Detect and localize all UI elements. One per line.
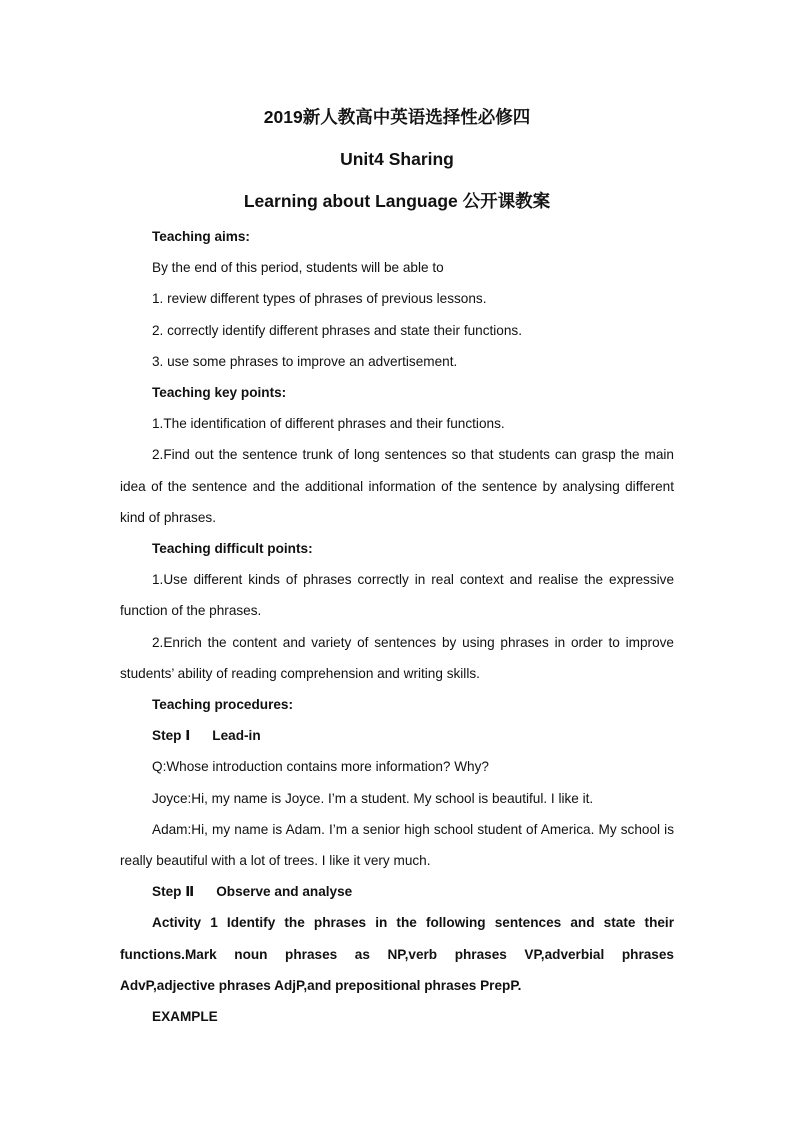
document-title: 2019新人教高中英语选择性必修四 bbox=[263, 107, 531, 127]
step-2-label: Step Ⅱ bbox=[152, 884, 195, 900]
document-content bbox=[120, 104, 674, 1032]
step-2-name: Observe and analyse bbox=[216, 884, 353, 900]
joyce-introduction: Joyce:Hi, my name is Joyce. I’m a student. My school is beautiful. I like it. bbox=[152, 790, 594, 806]
aim-item: 2. correctly identify different phrases and state their functions. bbox=[152, 322, 522, 338]
step-1-label: Step Ⅰ bbox=[152, 728, 191, 744]
activity-1-instruction: Activity 1 Identify the phrases in the following sentences and state their functions.Mark noun phrases as NP,verb phrases VP,adverbial phrases AdvP,adjective phrases AdjP,and prepositional phrases PrepP. bbox=[120, 915, 674, 993]
difficult-point-item: 1.Use different kinds of phrases correctly in real context and realise the expressive function of the phrases. bbox=[120, 572, 674, 619]
aim-item: 1. review different types of phrases of previous lessons. bbox=[152, 291, 487, 307]
unit-title: Unit4 Sharing bbox=[340, 149, 454, 169]
aims-heading: Teaching aims: bbox=[152, 229, 250, 244]
difficult-point-item: 2.Enrich the content and variety of sentences by using phrases in order to improve students’ ability of reading comprehension and writing skills. bbox=[120, 634, 674, 681]
difficult-points-heading: Teaching difficult points: bbox=[152, 541, 313, 557]
adam-introduction: Adam:Hi, my name is Adam. I’m a senior high school student of America. My school is really beautiful with a lot of trees. I like it very much. bbox=[120, 821, 674, 869]
key-point-item: 2.Find out the sentence trunk of long sentences so that students can grasp the main idea of the sentence and the additional information of the sentence by analysing different kind of phrases. bbox=[120, 447, 674, 525]
procedures-heading: Teaching procedures: bbox=[152, 697, 294, 713]
key-points-heading: Teaching key points: bbox=[152, 385, 287, 401]
aim-item: 3. use some phrases to improve an advertisement. bbox=[152, 353, 458, 369]
step-2-heading bbox=[120, 876, 674, 907]
step-1-name: Lead-in bbox=[212, 728, 261, 744]
key-point-item: 1.The identification of different phrases and their functions. bbox=[152, 416, 505, 432]
document-body bbox=[120, 221, 674, 1032]
aims-intro: By the end of this period, students will be able to bbox=[152, 260, 444, 276]
example-heading: EXAMPLE bbox=[152, 1009, 218, 1025]
lead-in-question: Q:Whose introduction contains more information? Why? bbox=[152, 759, 489, 775]
step-1-heading bbox=[120, 720, 674, 751]
lesson-title: Learning about Language 公开课教案 bbox=[243, 191, 551, 211]
